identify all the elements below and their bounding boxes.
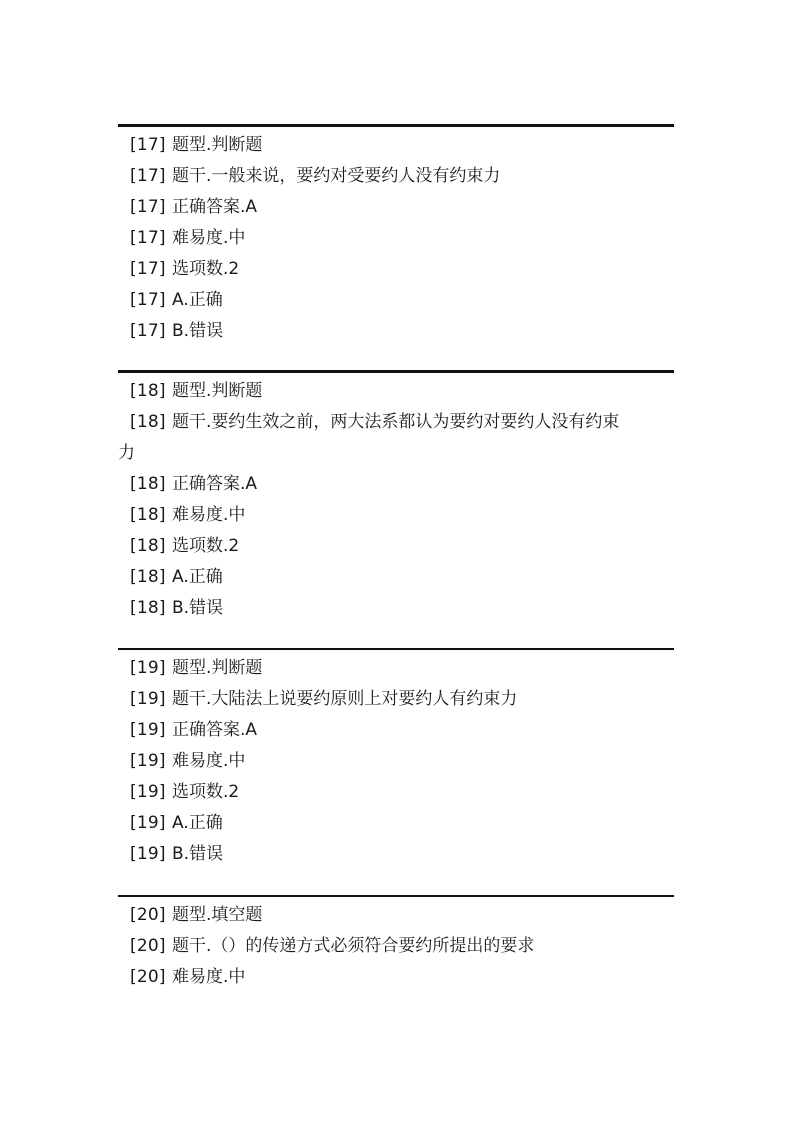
question-number: [17] xyxy=(130,228,166,248)
question-stem: 题干.大陆法上说要约原则上对要约人有约束力 xyxy=(172,689,518,709)
question-stem-line xyxy=(118,684,674,715)
difficulty: 难易度.中 xyxy=(172,228,246,248)
option-a: A.正确 xyxy=(172,813,223,833)
question-difficulty-line xyxy=(118,223,674,254)
question-answer-line xyxy=(118,715,674,746)
question-stem-line xyxy=(118,407,674,438)
question-type-line xyxy=(118,900,674,931)
options-count: 选项数.2 xyxy=(172,536,240,556)
section-rule xyxy=(118,124,674,127)
question-number: [17] xyxy=(130,197,166,217)
question-stem: 题干.一般来说，要约对受要约人没有约束力 xyxy=(172,166,501,186)
question-options-count-line xyxy=(118,254,674,285)
question-number: [19] xyxy=(130,658,166,678)
difficulty: 难易度.中 xyxy=(172,505,246,525)
question-difficulty-line xyxy=(118,962,674,993)
question-type: 题型.判断题 xyxy=(172,135,263,155)
question-block-18 xyxy=(118,370,674,624)
question-options-count-line xyxy=(118,777,674,808)
options-count: 选项数.2 xyxy=(172,259,240,279)
question-number: [18] xyxy=(130,567,166,587)
question-number: [19] xyxy=(130,751,166,771)
question-type: 题型.判断题 xyxy=(172,381,263,401)
question-option-b-line xyxy=(118,593,674,624)
question-number: [18] xyxy=(130,505,166,525)
option-a: A.正确 xyxy=(172,567,223,587)
question-stem-cont: 力 xyxy=(118,443,135,463)
question-number: [17] xyxy=(130,135,166,155)
question-answer-line xyxy=(118,469,674,500)
question-option-a-line xyxy=(118,562,674,593)
question-number: [19] xyxy=(130,720,166,740)
question-difficulty-line xyxy=(118,746,674,777)
question-number: [18] xyxy=(130,598,166,618)
question-number: [19] xyxy=(130,844,166,864)
question-type: 题型.填空题 xyxy=(172,905,263,925)
question-block-17 xyxy=(118,124,674,347)
option-b: B.错误 xyxy=(172,321,224,341)
question-number: [18] xyxy=(130,412,166,432)
option-a: A.正确 xyxy=(172,290,223,310)
question-number: [19] xyxy=(130,689,166,709)
section-rule xyxy=(118,648,674,650)
question-number: [17] xyxy=(130,321,166,341)
question-number: [18] xyxy=(130,536,166,556)
question-block-19 xyxy=(118,648,674,870)
correct-answer: 正确答案.A xyxy=(172,720,258,740)
question-number: [19] xyxy=(130,782,166,802)
question-option-b-line xyxy=(118,839,674,870)
question-difficulty-line xyxy=(118,500,674,531)
question-number: [17] xyxy=(130,166,166,186)
question-option-a-line xyxy=(118,808,674,839)
question-options-count-line xyxy=(118,531,674,562)
question-number: [18] xyxy=(130,381,166,401)
question-stem: 题干.（）的传递方式必须符合要约所提出的要求 xyxy=(172,936,535,956)
option-b: B.错误 xyxy=(172,844,224,864)
question-stem-continuation xyxy=(118,438,674,469)
question-type-line xyxy=(118,130,674,161)
difficulty: 难易度.中 xyxy=(172,751,246,771)
question-number: [20] xyxy=(130,905,166,925)
question-stem-line xyxy=(118,161,674,192)
question-number: [20] xyxy=(130,967,166,987)
question-number: [20] xyxy=(130,936,166,956)
question-type-line xyxy=(118,653,674,684)
question-number: [19] xyxy=(130,813,166,833)
section-rule xyxy=(118,895,674,897)
question-option-b-line xyxy=(118,316,674,347)
question-option-a-line xyxy=(118,285,674,316)
question-type-line xyxy=(118,376,674,407)
question-type: 题型.判断题 xyxy=(172,658,263,678)
question-number: [17] xyxy=(130,290,166,310)
question-number: [17] xyxy=(130,259,166,279)
question-answer-line xyxy=(118,192,674,223)
options-count: 选项数.2 xyxy=(172,782,240,802)
question-number: [18] xyxy=(130,474,166,494)
question-stem-line xyxy=(118,931,674,962)
section-rule xyxy=(118,370,674,373)
correct-answer: 正确答案.A xyxy=(172,197,258,217)
question-block-20 xyxy=(118,895,674,993)
correct-answer: 正确答案.A xyxy=(172,474,258,494)
difficulty: 难易度.中 xyxy=(172,967,246,987)
option-b: B.错误 xyxy=(172,598,224,618)
question-stem: 题干.要约生效之前，两大法系都认为要约对要约人没有约束 xyxy=(172,412,620,432)
